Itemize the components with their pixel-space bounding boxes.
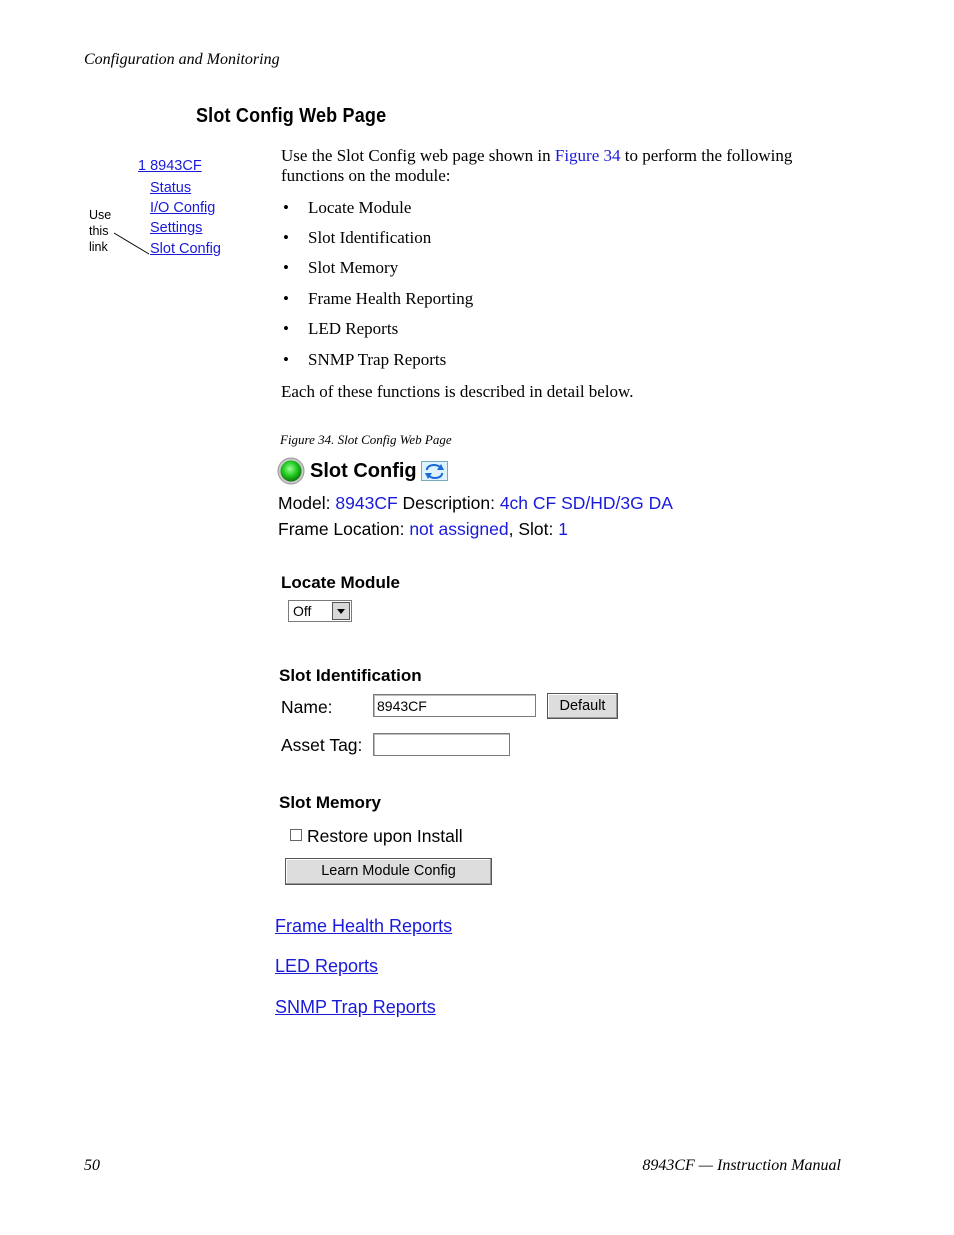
closing-sentence: Each of these functions is described in detail below. <box>281 382 634 401</box>
name-input-value: 8943CF <box>377 698 427 714</box>
learn-module-config-button[interactable]: Learn Module Config <box>285 858 492 885</box>
callout-line-3: link <box>89 240 108 254</box>
section-title: Slot Config Web Page <box>196 105 387 127</box>
nav-link-io-config[interactable]: I/O Config <box>150 200 216 216</box>
locate-module-heading: Locate Module <box>281 573 401 592</box>
status-led-icon <box>276 456 306 486</box>
default-button[interactable]: Default <box>547 693 618 719</box>
bullet-item <box>283 198 411 218</box>
bullet-item <box>283 350 446 370</box>
intro-text-post: to perform the following <box>620 146 793 165</box>
snmp-trap-reports-link[interactable]: SNMP Trap Reports <box>275 997 436 1017</box>
bullet-symbol: • <box>283 258 289 277</box>
frame-location-value: not assigned <box>409 519 509 539</box>
bullet-text: SNMP Trap Reports <box>308 350 447 369</box>
slot-value: 1 <box>558 519 568 539</box>
intro-text-pre: Use the Slot Config web page shown in <box>281 146 555 165</box>
bullet-symbol: • <box>283 350 289 369</box>
model-value: 8943CF <box>335 493 398 513</box>
description-label: Description: <box>402 493 495 513</box>
nav-link-module[interactable]: 1 8943CF <box>138 158 202 174</box>
slot-separator: , <box>508 519 514 539</box>
asset-tag-input[interactable] <box>373 733 510 756</box>
locate-module-selected: Off <box>293 603 312 619</box>
bullet-item <box>283 319 398 339</box>
description-value: 4ch CF SD/HD/3G DA <box>499 493 673 513</box>
callout-leader-line <box>112 230 152 258</box>
running-header: Configuration and Monitoring <box>84 51 280 68</box>
bullet-item <box>283 228 431 248</box>
nav-link-slot-config[interactable]: Slot Config <box>150 241 221 257</box>
manual-title: 8943CF — Instruction Manual <box>642 1157 841 1174</box>
asset-tag-label: Asset Tag: <box>281 735 363 755</box>
bullet-text: Frame Health Reporting <box>308 289 474 308</box>
bullet-item <box>283 258 398 278</box>
refresh-icon[interactable] <box>421 461 448 481</box>
webpage-title: Slot Config <box>310 460 417 482</box>
slot-identification-heading: Slot Identification <box>279 666 422 685</box>
frame-location-line <box>278 519 568 540</box>
restore-upon-install-checkbox[interactable] <box>290 829 302 841</box>
bullet-item <box>283 289 473 309</box>
bullet-symbol: • <box>283 228 289 247</box>
slot-memory-heading: Slot Memory <box>279 793 382 812</box>
callout-line-1: Use <box>89 208 112 222</box>
intro-paragraph <box>281 146 851 186</box>
frame-location-label: Frame Location: <box>278 519 405 539</box>
frame-health-reports-link[interactable]: Frame Health Reports <box>275 916 453 936</box>
callout-line-2: this <box>89 224 109 238</box>
bullet-symbol: • <box>283 289 289 308</box>
bullet-symbol: • <box>283 319 289 338</box>
restore-upon-install-label: Restore upon Install <box>307 826 463 846</box>
name-input[interactable] <box>373 694 536 717</box>
name-label: Name: <box>281 697 333 717</box>
bullet-symbol: • <box>283 198 289 217</box>
nav-link-settings[interactable]: Settings <box>150 220 203 236</box>
bullet-text: Slot Memory <box>308 258 399 277</box>
intro-line-1 <box>281 146 851 166</box>
callout-note <box>89 207 111 255</box>
page-number: 50 <box>84 1157 100 1174</box>
chevron-down-icon <box>332 602 350 620</box>
nav-link-status[interactable]: Status <box>150 180 192 196</box>
locate-module-select[interactable] <box>288 600 352 622</box>
bullet-text: Locate Module <box>308 198 412 217</box>
intro-line-2: functions on the module: <box>281 166 451 185</box>
slot-label: Slot: <box>518 519 554 539</box>
bullet-text: LED Reports <box>308 319 399 338</box>
led-reports-link[interactable]: LED Reports <box>275 956 379 976</box>
model-description-line <box>278 493 673 514</box>
model-label: Model: <box>278 493 331 513</box>
bullet-text: Slot Identification <box>308 228 432 247</box>
figure-caption: Figure 34. Slot Config Web Page <box>280 432 452 447</box>
figure-34-link[interactable]: Figure 34 <box>554 146 621 165</box>
